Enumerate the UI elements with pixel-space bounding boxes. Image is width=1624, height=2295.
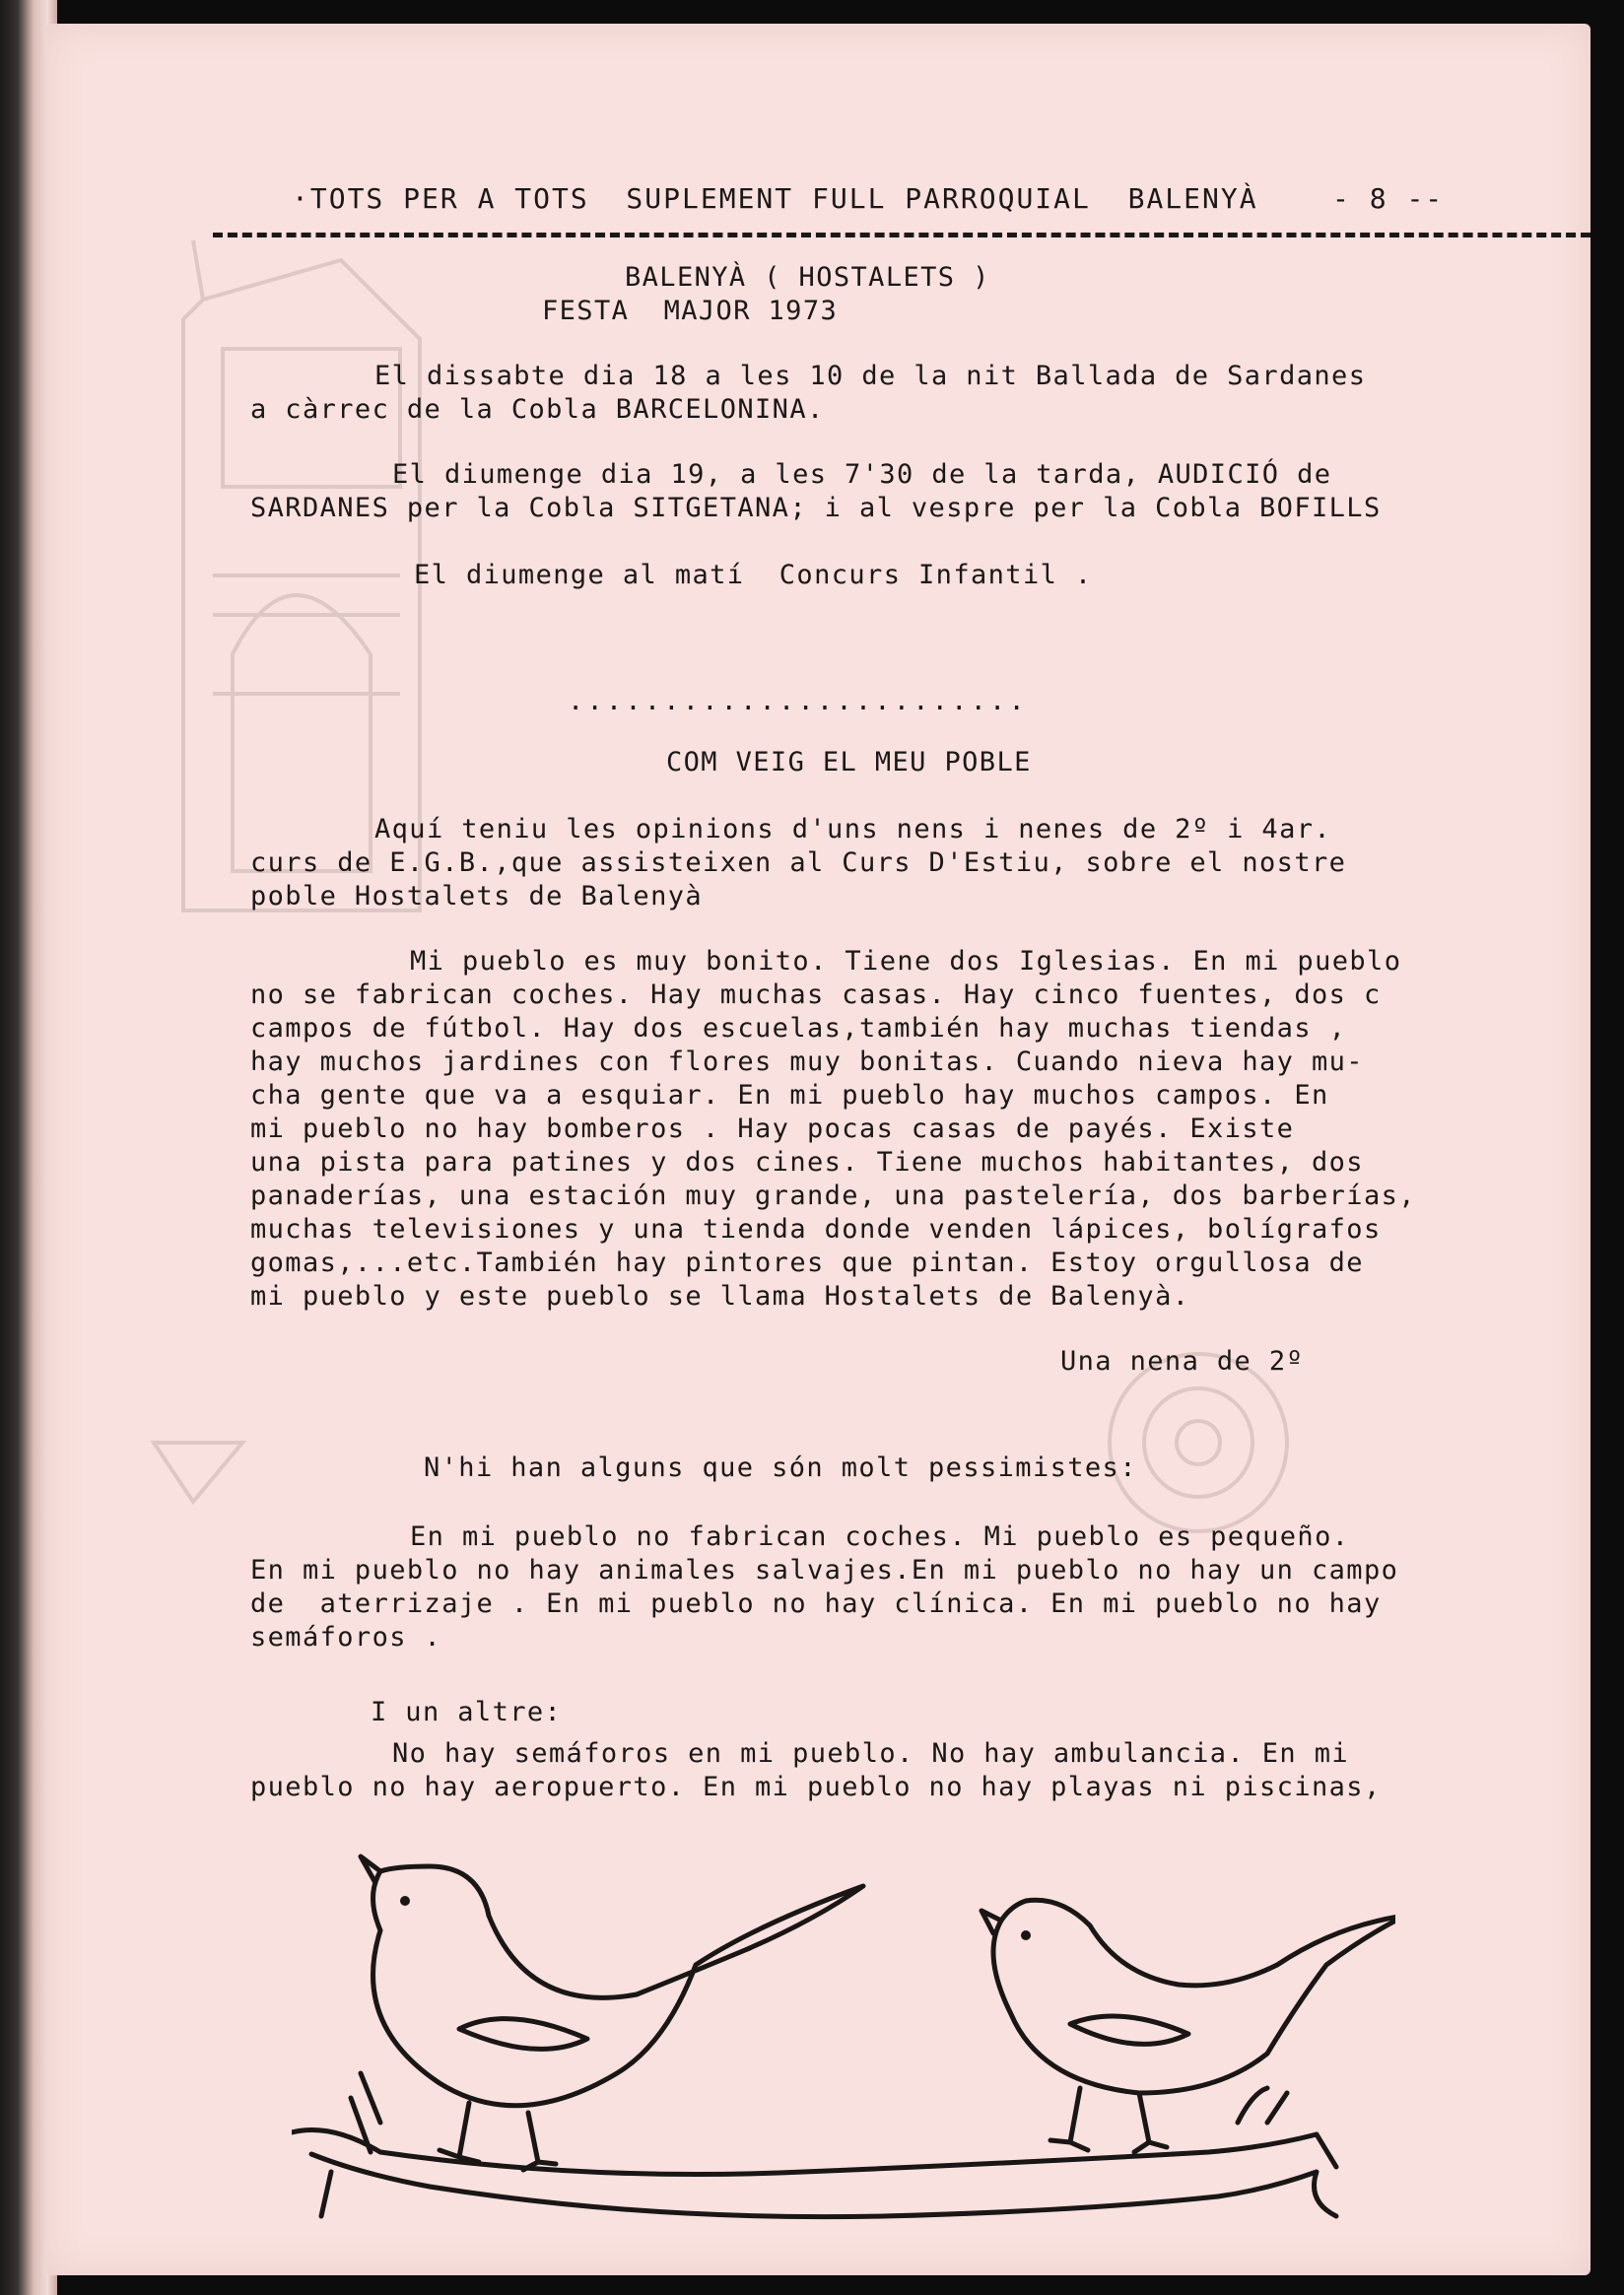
essay2-line3: de aterrizaje . En mi pueblo no hay clínica. En mi pueblo no hay (250, 1588, 1382, 1619)
essay2-line2: En mi pueblo no hay animales salvajes.En mi pueblo no hay un campo (250, 1555, 1399, 1586)
intro-line3: poble Hostalets de Balenyà (250, 881, 704, 911)
dotted-separator: ........................ (568, 686, 1028, 716)
essay1-line1: Mi pueblo es muy bonito. Tiene dos Iglesias. En mi pueblo (410, 946, 1402, 977)
intro-line2: curs de E.G.B.,que assisteixen al Curs D'Estiu, sobre el nostre (250, 847, 1347, 878)
festa-title-line1: BALENYÀ ( HOSTALETS ) (625, 262, 990, 293)
birds-on-branch-drawing (292, 1827, 1395, 2251)
essay1-line11: mi pueblo y este pueblo se llama Hostalets de Balenyà. (250, 1281, 1190, 1312)
essay1-line7: una pista para patines y dos cines. Tiene muchos habitantes, dos (250, 1147, 1364, 1178)
essay1-line6: mi pueblo no hay bomberos . Hay pocas casas de payés. Existe (250, 1114, 1295, 1144)
essay2-line1: En mi pueblo no fabrican coches. Mi pueblo es pequeño. (410, 1521, 1350, 1552)
festa-paragraph3: El diumenge al matí Concurs Infantil . (414, 560, 1093, 590)
essay1-line4: hay muchos jardines con flores muy bonitas. Cuando nieva hay mu- (250, 1046, 1364, 1077)
essay1-line3: campos de fútbol. Hay dos escuelas,también hay muchas tiendas , (250, 1013, 1347, 1044)
newsletter-page (45, 24, 1590, 2275)
festa-paragraph1-line2: a càrrec de la Cobla BARCELONINA. (250, 394, 825, 425)
festa-paragraph2-line2: SARDANES per la Cobla SITGETANA; i al vespre per la Cobla BOFILLS (250, 493, 1382, 523)
festa-paragraph2-line1: El diumenge dia 19, a les 7'30 de la tarda, AUDICIÓ de (392, 459, 1332, 490)
header-dashed-rule (213, 233, 1590, 237)
essay1-signature: Una nena de 2º (1060, 1346, 1305, 1377)
festa-paragraph1-line1: El dissabte dia 18 a les 10 de la nit Ballada de Sardanes (374, 361, 1367, 391)
essay3-line1: No hay semáforos en mi pueblo. No hay ambulancia. En mi (392, 1738, 1350, 1769)
pessimists-intro: N'hi han alguns que són molt pessimistes: (424, 1452, 1137, 1483)
festa-title-line2: FESTA MAJOR 1973 (542, 296, 839, 326)
essay1-line5: cha gente que va a esquiar. En mi pueblo hay muchos campos. En (250, 1080, 1329, 1111)
intro-line1: Aquí teniu les opinions d'uns nens i nenes de 2º i 4ar. (374, 814, 1332, 844)
essay1-line10: gomas,...etc.También hay pintores que pintan. Estoy orgullosa de (250, 1248, 1364, 1278)
section-title: COM VEIG EL MEU POBLE (666, 747, 1032, 777)
essay1-line2: no se fabrican coches. Hay muchas casas. Hay cinco fuentes, dos c (250, 979, 1382, 1010)
essay1-line8: panaderías, una estación muy grande, una pastelería, dos barberías, (250, 1181, 1416, 1211)
another-intro: I un altre: (371, 1697, 563, 1727)
essay2-line4: semáforos . (250, 1622, 442, 1653)
running-header: ·TOTS PER A TOTS SUPLEMENT FULL PARROQUIAL BALENYÀ - 8 -- (292, 182, 1445, 215)
essay3-line2: pueblo no hay aeropuerto. En mi pueblo no hay playas ni piscinas, (250, 1772, 1382, 1802)
essay1-line9: muchas televisiones y una tienda donde venden lápices, bolígrafos (250, 1214, 1382, 1245)
